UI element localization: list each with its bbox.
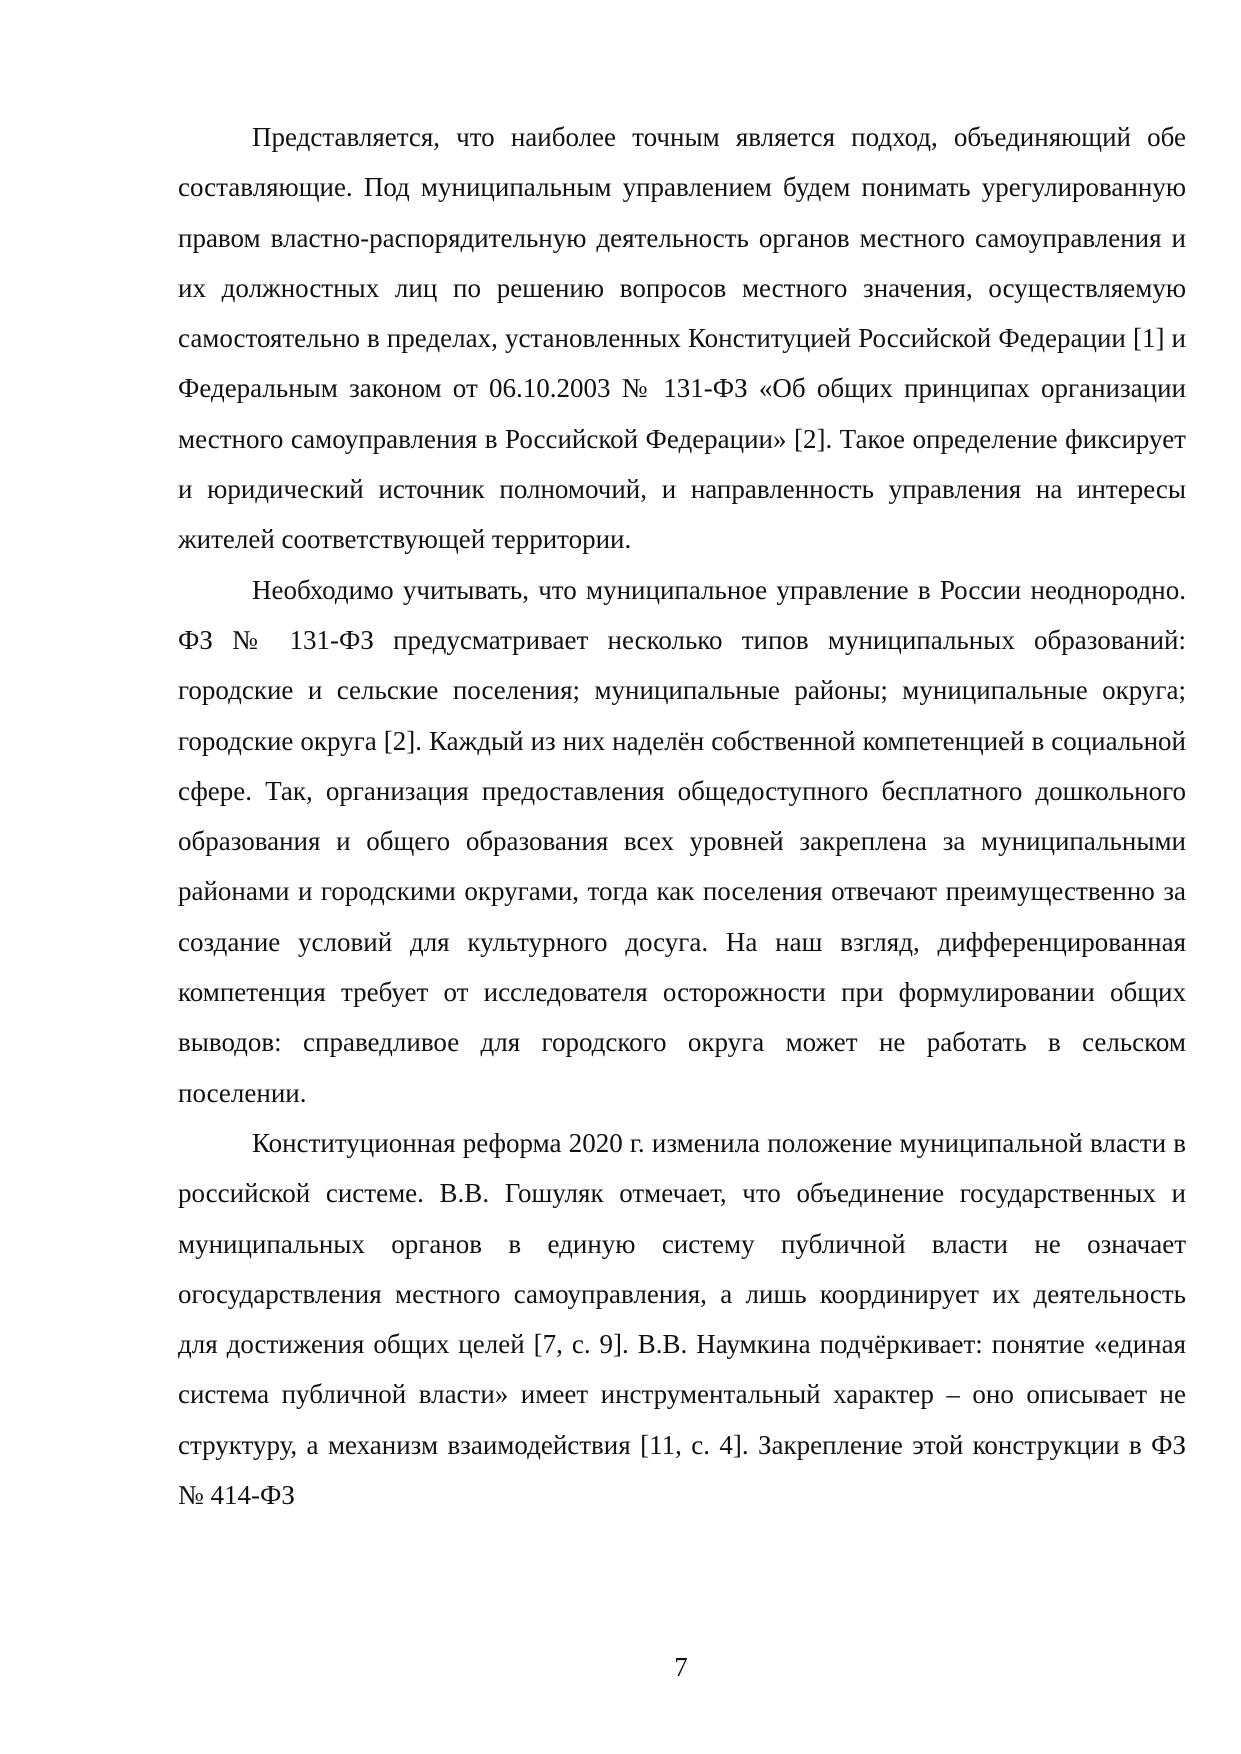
paragraph-3: Конституционная реформа 2020 г. изменила положение муниципальной власти в российской системе. В.В. Гошуляк отмечает, что объединение государственных и муниципальных органов в единую систему публичной власти не означает огосударствления местного самоуправления, а лишь координирует их деятельность для достижения общих целей [7, с. 9]. В.В. Наумкина подчёркивает: понятие «единая система публичной власти» имеет инструментальный характер – оно описывает не структуру, а механизм взаимодействия [11, с. 4]. Закрепление этой конструкции в ФЗ № 414-ФЗ	[178, 1127, 1186, 1511]
paragraph-1: Представляется, что наиболее точным является подход, объединяющий обе составляющие. Под муниципальным управлением будем понимать урегулированную правом властно-распорядительную деятельность органов местного самоуправления и их должностных лиц по решению вопросов местного значения, осуществляемую самостоятельно в пределах, установленных Конституцией Российской Федерации [1] и Федеральным законом от 06.10.2003 № 131-ФЗ «Об общих принципах организации местного самоуправления в Российской Федерации» [2]. Такое определение фиксирует и юридический источник полномочий, и направленность управления на интересы жителей соответствующей территории.	[178, 122, 1186, 555]
paragraph-2: Необходимо учитывать, что муниципальное управление в России неоднородно. ФЗ № 131-ФЗ предусматривает несколько типов муниципальных образований: городские и сельские поселения; муниципальные районы; муниципальные округа; городские округа [2]. Каждый из них наделён собственной компетенцией в социальной сфере. Так, организация предоставления общедоступного бесплатного дошкольного образования и общего образования всех уровней закреплена за муниципальными районами и городскими округами, тогда как поселения отвечают преимущественно за создание условий для культурного досуга. На наш взгляд, дифференцированная компетенция требует от исследователя осторожности при формулировании общих выводов: справедливое для городского округа может не работать в сельском поселении.	[178, 574, 1186, 1108]
page-number: 7	[674, 1652, 688, 1682]
body-text	[178, 112, 1186, 1520]
